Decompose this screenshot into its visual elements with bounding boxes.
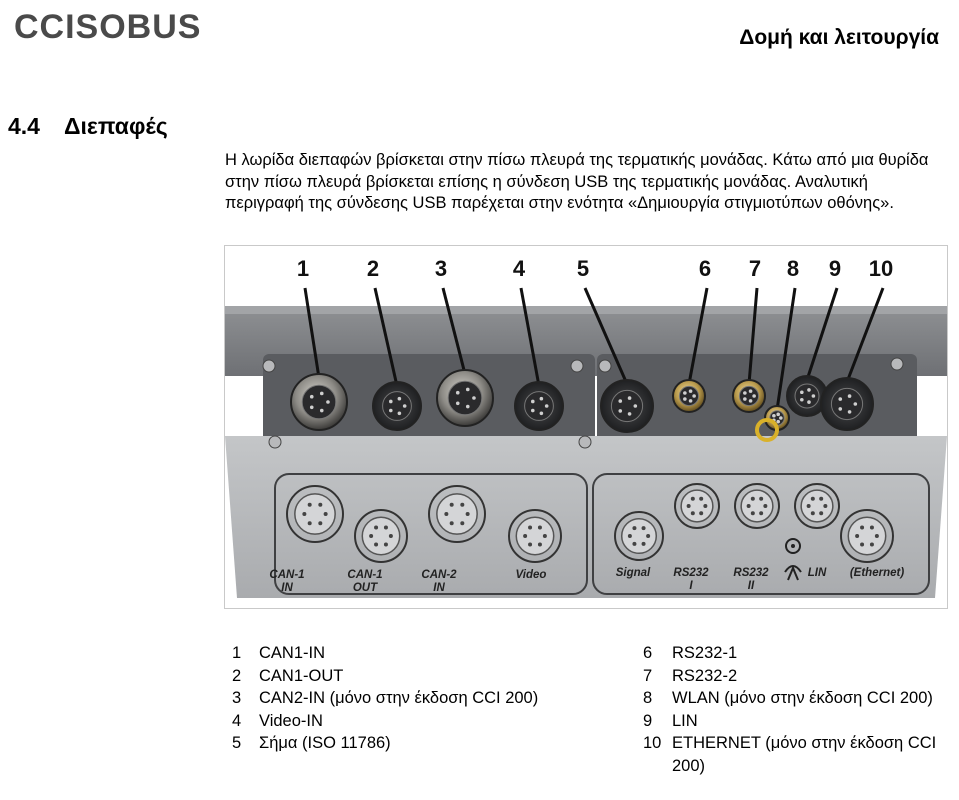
legend-item-number: 2 bbox=[232, 666, 242, 685]
legend-item-text: CAN1-IN bbox=[259, 644, 326, 662]
callout-number: 5 bbox=[576, 256, 590, 281]
legend-item-text: LIN bbox=[672, 711, 698, 730]
ccisobus-logo bbox=[12, 4, 212, 46]
printed-socket-symbol bbox=[287, 486, 343, 542]
printed-socket-symbol bbox=[615, 512, 663, 560]
legend-left bbox=[232, 642, 622, 755]
connector-4 bbox=[515, 382, 563, 430]
panel-label: LIN bbox=[807, 567, 827, 579]
printed-socket-symbol bbox=[675, 484, 719, 528]
legend-item-number: 6 bbox=[643, 644, 653, 662]
panel-label: IN bbox=[281, 582, 293, 594]
legend-item-text: Video-IN bbox=[259, 711, 323, 730]
printed-socket-symbol bbox=[355, 510, 407, 562]
legend-item-text: RS232-2 bbox=[672, 666, 738, 685]
panel-label: CAN-2 bbox=[421, 569, 457, 581]
intro-paragraph: Η λωρίδα διεπαφών βρίσκεται στην πίσω πλευρά της τερματικής μονάδας. Κάτω από μια θυρίδα στην πίσω πλευρά βρίσκεται επίσης η σύνδεση USB της τερματικής μονάδας. Αναλυτική περιγραφή της σύνδεσης USB παρέχεται στην ενότητα «Δημιουργία στιγμιοτύπων οθόνης». bbox=[225, 151, 929, 212]
printed-socket-symbol bbox=[509, 510, 561, 562]
printed-socket-symbol bbox=[795, 484, 839, 528]
screw bbox=[263, 360, 275, 372]
legend-item-number: 7 bbox=[643, 666, 653, 685]
legend-item-number: 4 bbox=[232, 711, 242, 730]
callout-number: 8 bbox=[786, 256, 800, 281]
logo-text: CCISOBUS bbox=[14, 8, 202, 46]
screw bbox=[269, 436, 281, 448]
callout-number: 3 bbox=[434, 256, 448, 281]
legend-item bbox=[232, 687, 622, 710]
legend-right bbox=[643, 642, 953, 777]
section-title: Διεπαφές bbox=[64, 113, 168, 139]
printed-socket-symbol bbox=[429, 486, 485, 542]
section-number: 4.4 bbox=[8, 113, 40, 139]
legend-item-number: 9 bbox=[643, 711, 653, 730]
legend-item-number: 1 bbox=[232, 644, 242, 662]
panel-label: Video bbox=[515, 569, 547, 581]
panel-label: RS232 bbox=[673, 567, 709, 579]
screw bbox=[579, 436, 591, 448]
screw bbox=[891, 358, 903, 370]
connector-10 bbox=[821, 378, 873, 430]
screw bbox=[599, 360, 611, 372]
interface-photo bbox=[224, 245, 948, 609]
legend-item bbox=[232, 665, 622, 688]
legend-item bbox=[232, 710, 622, 733]
callout-number: 2 bbox=[366, 256, 380, 281]
screw bbox=[571, 360, 583, 372]
panel-label: Signal bbox=[615, 567, 651, 579]
section-heading bbox=[8, 113, 168, 140]
connector-1 bbox=[291, 374, 347, 430]
callout-number: 7 bbox=[748, 256, 762, 281]
callout-number: 6 bbox=[698, 256, 712, 281]
legend-item bbox=[643, 687, 953, 710]
panel-label: I bbox=[689, 580, 693, 592]
connector-3 bbox=[437, 370, 493, 426]
legend-item bbox=[232, 732, 622, 755]
callout-number: 1 bbox=[296, 256, 310, 281]
panel-label: CAN-1 bbox=[347, 569, 383, 581]
callout-number: 4 bbox=[512, 256, 526, 281]
legend-item bbox=[643, 710, 953, 733]
panel-label: OUT bbox=[352, 582, 378, 594]
legend-item-number: 3 bbox=[232, 689, 242, 707]
legend-item-text: ETHERNET (μόνο στην έκδοση CCI 200) bbox=[672, 734, 937, 775]
panel-label: (Ethernet) bbox=[849, 567, 905, 579]
legend-item-text: Σήμα (ISO 11786) bbox=[259, 734, 391, 752]
legend-item-text: CAN1-OUT bbox=[259, 666, 344, 685]
panel-label: II bbox=[747, 580, 755, 592]
printed-socket-symbol bbox=[841, 510, 893, 562]
legend-item bbox=[232, 642, 622, 665]
legend-item-number: 10 bbox=[643, 734, 662, 752]
panel-label: RS232 bbox=[733, 567, 769, 579]
callout-number: 10 bbox=[868, 256, 894, 281]
connector-5 bbox=[601, 380, 653, 432]
panel-label: CAN-1 bbox=[269, 569, 305, 581]
legend-item-text: RS232-1 bbox=[672, 644, 738, 662]
header-title: Δομή και λειτουργία bbox=[739, 26, 939, 49]
connector-7 bbox=[733, 380, 765, 412]
connector-2 bbox=[373, 382, 421, 430]
connector-6 bbox=[673, 380, 705, 412]
legend-item bbox=[643, 732, 953, 777]
legend-item-text: WLAN (μόνο στην έκδοση CCI 200) bbox=[672, 689, 933, 707]
callout-number: 9 bbox=[828, 256, 842, 281]
legend-item-number: 5 bbox=[232, 734, 242, 752]
legend-item bbox=[643, 642, 953, 665]
legend-item-text: CAN2-IN (μόνο στην έκδοση CCI 200) bbox=[259, 689, 539, 707]
legend-item-number: 8 bbox=[643, 689, 653, 707]
printed-socket-symbol bbox=[735, 484, 779, 528]
legend-item bbox=[643, 665, 953, 688]
panel-label: IN bbox=[433, 582, 445, 594]
